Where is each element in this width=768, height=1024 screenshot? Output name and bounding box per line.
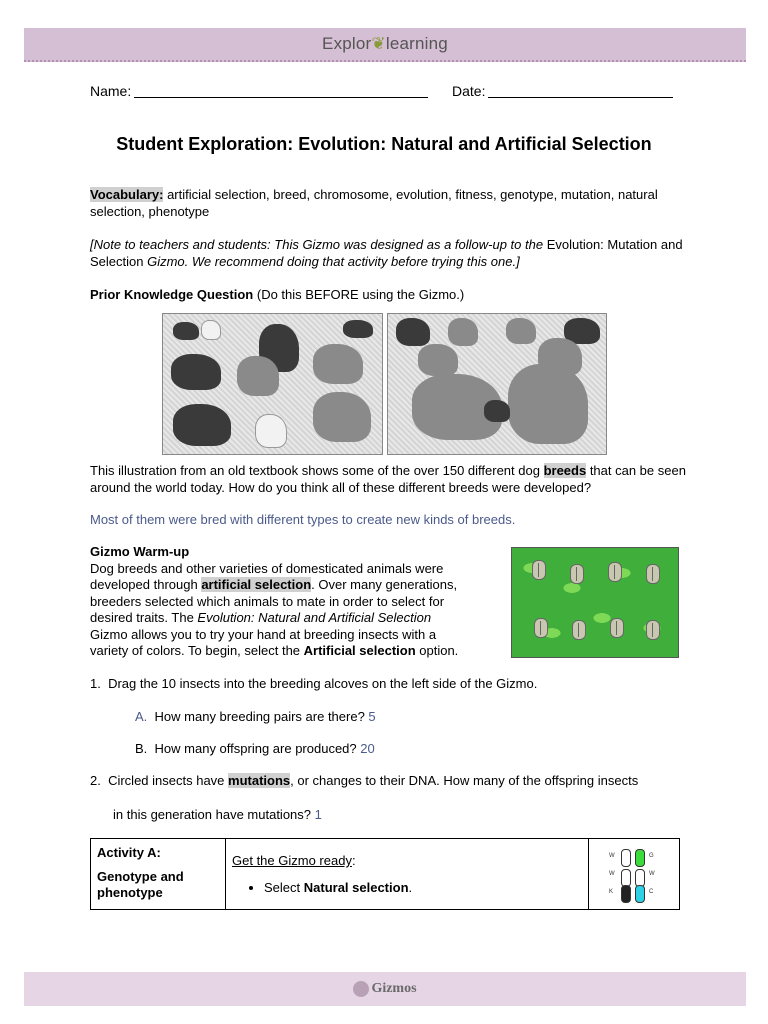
explorelearning-logo: Explor❦learning	[322, 34, 448, 53]
prior-knowledge-heading: Prior Knowledge Question (Do this BEFORE using the Gizmo.)	[90, 287, 465, 302]
name-label: Name:	[90, 83, 132, 99]
date-field[interactable]	[488, 97, 673, 98]
prior-knowledge-question: This illustration from an old textbook shows some of the over 150 different dog breeds that can be seen around the world today. How do you think all of these different breeds were developed?	[90, 463, 686, 495]
chromosome-icon	[621, 849, 631, 867]
gizmos-logo-text: Gizmos	[371, 981, 417, 996]
insect-gizmo-image	[511, 547, 679, 658]
date-label: Date:	[452, 83, 486, 99]
question-2: 2. Circled insects have mutations, or changes to their DNA. How many of the offspring insects	[90, 773, 639, 788]
question-1b: B. How many offspring are produced? 20	[135, 741, 375, 756]
vocabulary-label: Vocabulary:	[90, 187, 164, 202]
gizmos-logo-icon	[353, 981, 369, 997]
footer-bar	[24, 972, 746, 1006]
vocabulary-paragraph: Vocabulary: artificial selection, breed, chromosome, evolution, fitness, genotype, mutation, natural selection, phenotype	[90, 187, 658, 219]
activity-instructions-cell: Get the Gizmo ready: • Select Natural selection.	[226, 839, 589, 909]
answer-1a: 5	[368, 709, 376, 724]
question-1a: A. How many breeding pairs are there? 5	[135, 709, 376, 724]
activity-a-table	[90, 838, 680, 910]
question-2-line2: in this generation have mutations? 1	[113, 807, 322, 822]
warmup-heading: Gizmo Warm-up	[90, 544, 190, 559]
gizmo-warmup: Gizmo Warm-up Dog breeds and other varieties of domesticated animals were developed through artificial selection. Over many generations, breeders selected which animals to mate in order to select for desired traits. The Evolution: Natural and Artificial Selection Gizmo allows you to try your hand at breeding insects with a variety of colors. To begin, select the Artificial selection option.	[90, 544, 459, 658]
dog-illustration-right	[387, 313, 608, 455]
answer-1b: 20	[360, 741, 375, 756]
teacher-note: [Note to teachers and students: This Gizmo was designed as a follow-up to the Evolution: Mutation and Selection Gizmo. We recommend doing that activity before trying this one.]	[90, 237, 683, 269]
chromosome-icon-cell: W G W W K C	[589, 839, 679, 909]
dog-breeds-illustration	[162, 313, 607, 455]
dog-illustration-left	[162, 313, 383, 455]
prior-knowledge-answer: Most of them were bred with different types to create new kinds of breeds.	[90, 512, 516, 527]
page-title: Student Exploration: Evolution: Natural and Artificial Selection	[116, 134, 652, 154]
name-field[interactable]	[134, 97, 428, 98]
answer-2: 1	[314, 807, 322, 822]
header-bar	[24, 28, 746, 62]
leaf-icon: ❦	[371, 34, 386, 53]
activity-label-cell: Activity A: Genotype and phenotype	[91, 839, 226, 909]
question-1: 1. Drag the 10 insects into the breeding alcoves on the left side of the Gizmo.	[90, 676, 538, 691]
